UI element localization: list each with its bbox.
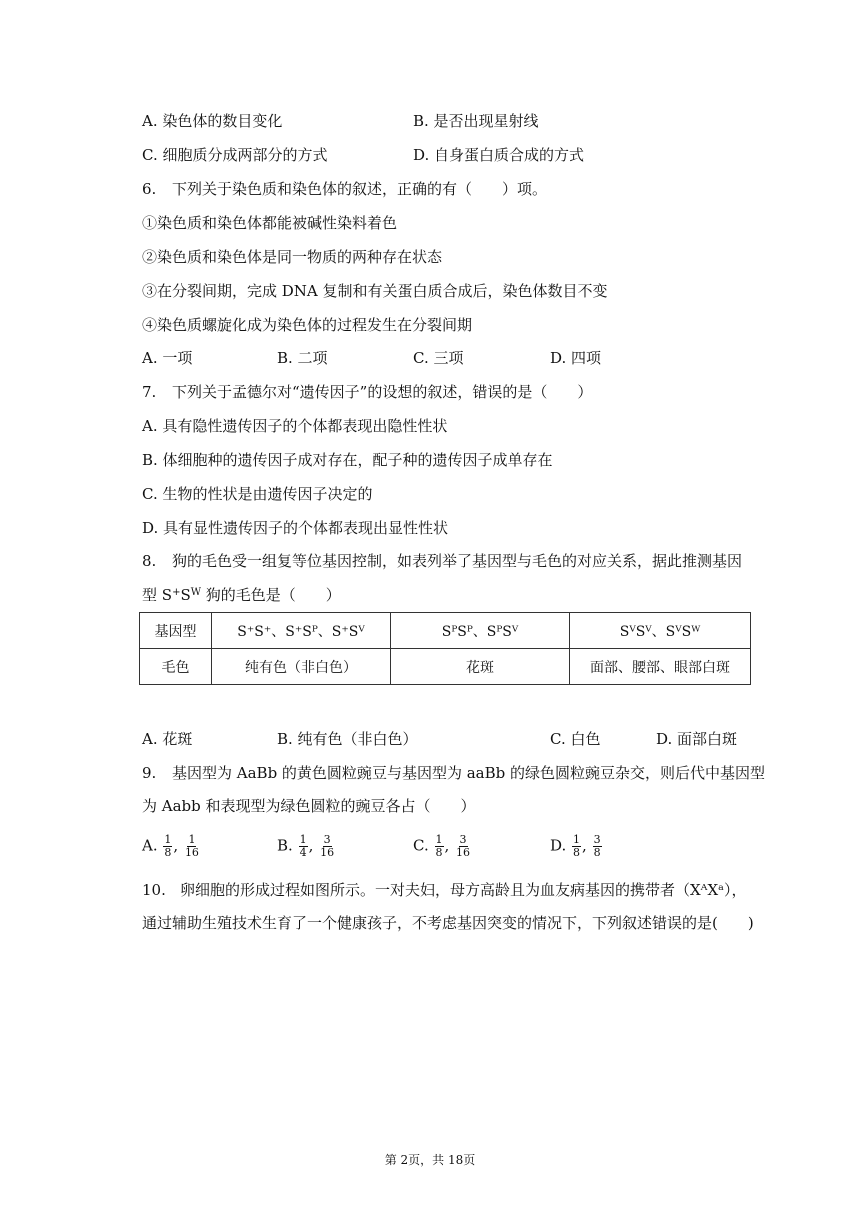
q5-option-c: C. 细胞质分成两部分的方式 [142,146,328,164]
q8-stem-pre: 型 [142,586,162,604]
q6-stem [142,179,547,199]
q8-option-a: A. 花斑 [142,730,193,748]
table-row [140,613,751,649]
q9-option-b-label: B. [277,836,293,855]
q8-option-b: B. 纯有色（非白色） [277,730,418,748]
q9-option-b: B. $\frac{1}{4}$ , $\frac{3}{16}$ [277,833,335,859]
q8-option-c: C. 白色 [550,730,601,748]
table-row [140,649,751,685]
table-cell-genotype-3: SⱽSⱽ、SⱽSᵂ [570,613,751,649]
q9-stem-text: 基因型为 AaBb 的黄色圆粒豌豆与基因型为 aaBb 的绿色圆粒豌豆杂交，则后代中基因型 [172,764,765,782]
q7-option-c: C. 生物的性状是由遗传因子决定的 [142,485,373,503]
q6-item-3: ③在分裂间期，完成 DNA 复制和有关蛋白质合成后，染色体数目不变 [142,282,608,300]
q9-stem-line-1 [142,763,765,783]
q6-option-b: B. 二项 [277,349,328,367]
fraction: $\frac{1}{8}$ [435,833,443,859]
q10-stem-text: 卵细胞的形成过程如图所示。一对夫妇，母方高龄且为血友病基因的携带者（XᴬXᵃ）， [180,881,747,899]
table-header-color: 毛色 [140,649,212,685]
q10-stem-line-2: 通过辅助生殖技术生育了一个健康孩子，不考虑基因突变的情况下，下列叙述错误的是( ) [142,914,754,932]
q5-option-b: B. 是否出现星射线 [413,112,539,130]
fraction: $\frac{1}{8}$ [573,833,581,859]
q6-option-d: D. 四项 [550,349,602,367]
q7-option-d: D. 具有显性遗传因子的个体都表现出显性性状 [142,519,449,537]
fraction: $\frac{1}{8}$ [164,833,172,859]
q7-option-a: A. 具有隐性遗传因子的个体都表现出隐性性状 [142,417,448,435]
genotype-table [139,612,751,685]
q8-number: 8. [142,552,157,570]
q10-number: 10. [142,881,166,899]
q6-stem-text: 下列关于染色质和染色体的叙述，正确的有（ ）项。 [172,180,548,198]
fraction: $\frac{1}{4}$ [299,833,307,859]
q8-stem-post: 狗的毛色是（ ） [201,586,341,604]
table-cell-genotype-2: SᴾSᴾ、SᴾSⱽ [391,613,570,649]
q8-gene-s1: S [161,586,173,604]
table-cell-color-1: 纯有色（非白色） [212,649,391,685]
q8-gene-sup2: W [190,587,202,598]
fraction: $\frac{3}{8}$ [593,833,601,859]
q8-stem-text: 狗的毛色受一组复等位基因控制，如表列举了基因型与毛色的对应关系，据此推测基因 [172,552,743,570]
table-header-genotype: 基因型 [140,613,212,649]
fraction: $\frac{3}{16}$ [320,833,335,859]
q8-stem-line-2 [142,585,341,605]
q6-item-4: ④染色质螺旋化成为染色体的过程发生在分裂间期 [142,316,473,334]
q6-item-2: ②染色质和染色体是同一物质的两种存在状态 [142,248,443,266]
q9-option-c: C. $\frac{1}{8}$ , $\frac{3}{16}$ [413,833,471,859]
q10-stem-line-1 [142,880,746,900]
q9-stem-line-2: 为 Aabb 和表现型为绿色圆粒的豌豆各占（ ） [142,797,476,815]
q5-option-d: D. 自身蛋白质合成的方式 [413,146,585,164]
q7-stem [142,382,592,402]
q9-number: 9. [142,764,157,782]
fraction: $\frac{3}{16}$ [456,833,471,859]
q6-item-1: ①染色质和染色体都能被碱性染料着色 [142,214,398,232]
table-cell-color-2: 花斑 [391,649,570,685]
q8-option-d: D. 面部白斑 [656,730,738,748]
q7-number: 7. [142,383,157,401]
q5-option-a: A. 染色体的数目变化 [142,112,283,130]
table-cell-genotype-1: S⁺S⁺、S⁺Sᴾ、S⁺Sⱽ [212,613,391,649]
page-footer: 第 2页，共 18页 [384,1153,476,1167]
q8-gene-s2: S [180,586,191,604]
q9-option-c-label: C. [413,836,429,855]
q6-option-c: C. 三项 [413,349,464,367]
q6-number: 6. [142,180,157,198]
table-cell-color-3: 面部、腰部、眼部白斑 [570,649,751,685]
q9-option-d: D. $\frac{1}{8}$ , $\frac{3}{8}$ [550,833,601,859]
q9-option-d-label: D. [550,836,567,855]
q7-option-b: B. 体细胞种的遗传因子成对存在，配子种的遗传因子成单存在 [142,451,553,469]
q9-option-a-label: A. [142,836,158,855]
fraction: $\frac{1}{16}$ [184,833,199,859]
q9-option-a: A. $\frac{1}{8}$ , $\frac{1}{16}$ [142,833,199,859]
q7-stem-text: 下列关于孟德尔对“遗传因子”的设想的叙述，错误的是（ ） [172,383,593,401]
q8-gene-sup1: + [172,587,181,598]
q8-stem-line-1 [142,551,742,571]
q6-option-a: A. 一项 [142,349,193,367]
